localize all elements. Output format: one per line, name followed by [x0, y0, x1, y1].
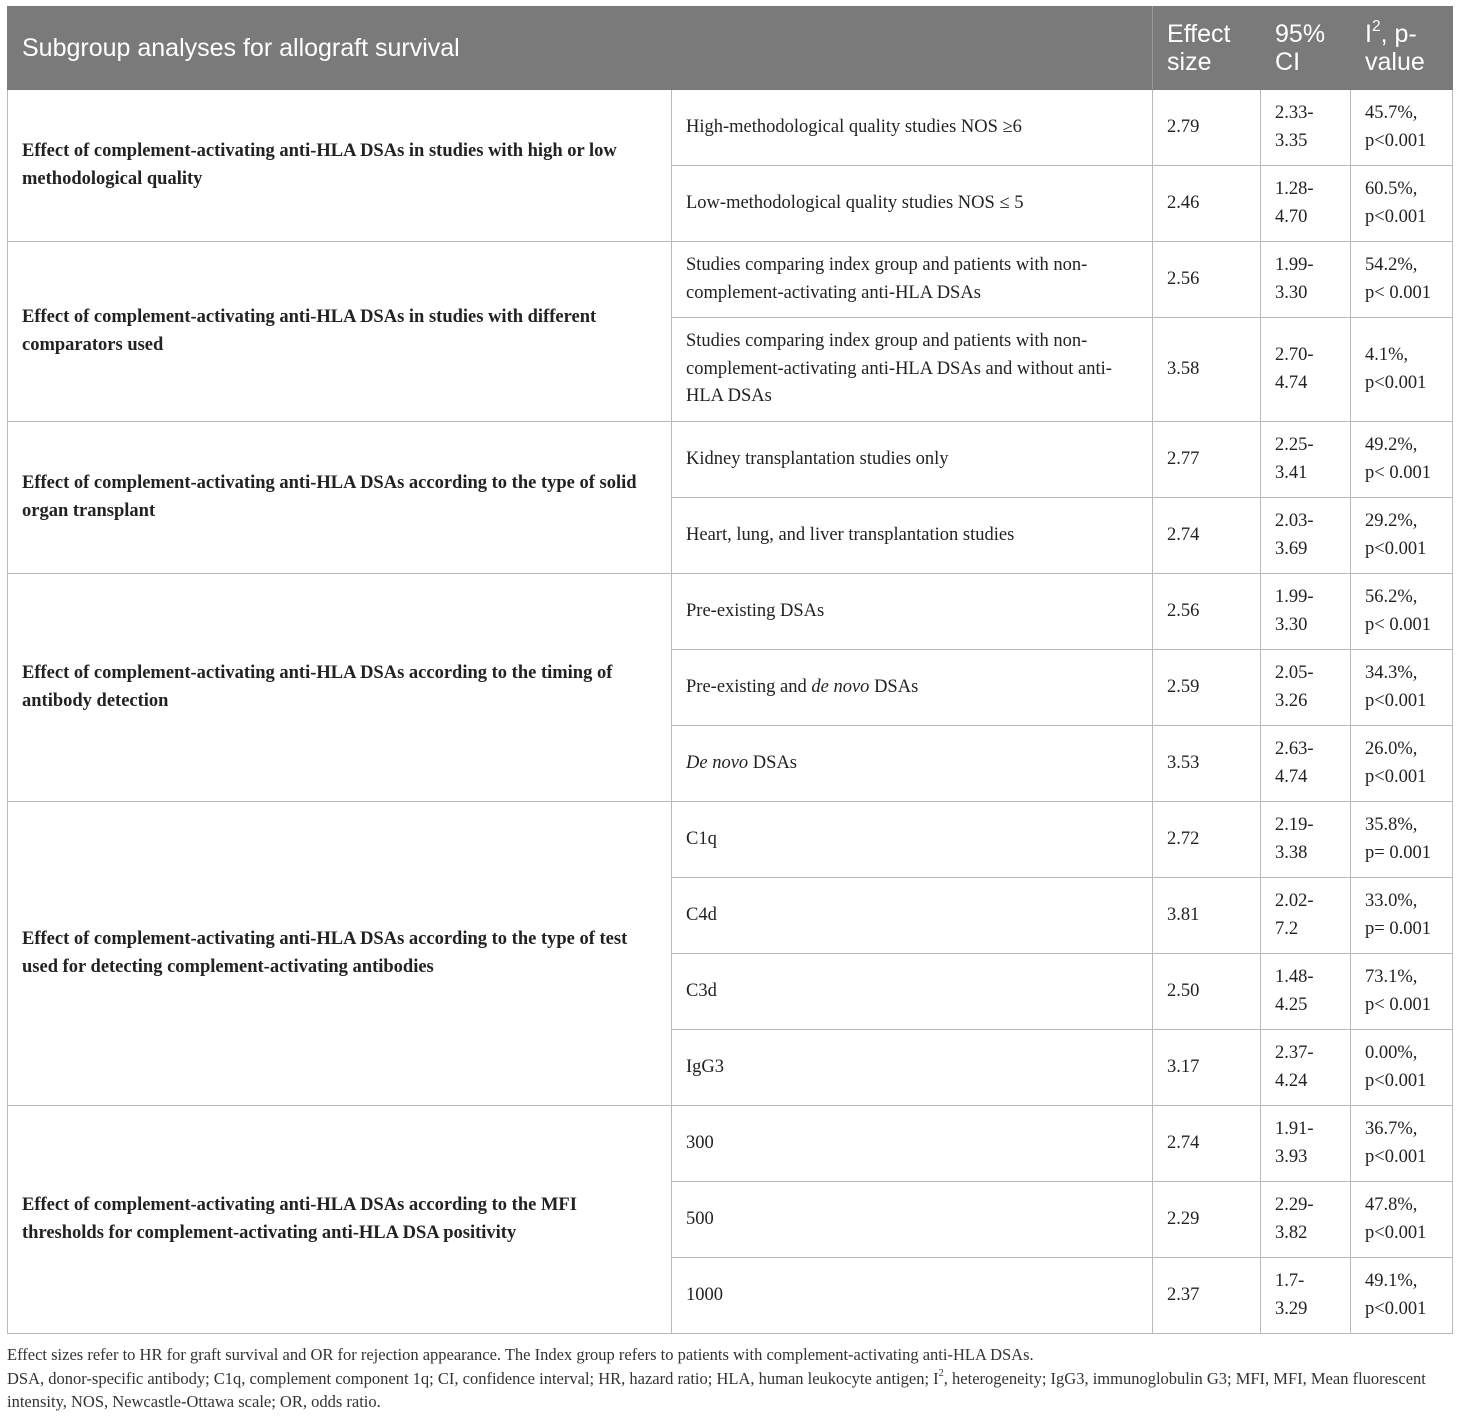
- effect-size-cell: 3.53: [1153, 726, 1261, 802]
- effect-size-cell: 2.72: [1153, 802, 1261, 878]
- group-label: Effect of complement-activating anti-HLA DSAs in studies with different comparators used: [8, 242, 672, 422]
- subgroup-cell: IgG3: [672, 1030, 1153, 1106]
- ci-cell: 2.37-4.24: [1261, 1030, 1351, 1106]
- i2-cell: 49.2%, p< 0.001: [1351, 422, 1453, 498]
- table-header-row: [8, 7, 1453, 90]
- subgroup-cell: Studies comparing index group and patients with non-complement-activating anti-HLA DSAs and without anti-HLA DSAs: [672, 318, 1153, 422]
- i2-cell: 47.8%, p<0.001: [1351, 1182, 1453, 1258]
- ci-cell: 2.29-3.82: [1261, 1182, 1351, 1258]
- subgroup-cell: Studies comparing index group and patients with non-complement-activating anti-HLA DSAs: [672, 242, 1153, 318]
- footnote-abbreviations-text: , heterogeneity; IgG3, immunoglobulin G3; MFI, MFI, Mean fluorescent intensity, NOS, Newcastle-Ottawa scale; OR, odds ratio.: [7, 1368, 1426, 1411]
- ci-cell: 1.91-3.93: [1261, 1106, 1351, 1182]
- table-row: [8, 1106, 1453, 1182]
- table-row: [8, 90, 1453, 166]
- subgroup-cell: C4d: [672, 878, 1153, 954]
- header-i2-sup: 2: [1371, 18, 1381, 36]
- i2-cell: 54.2%, p< 0.001: [1351, 242, 1453, 318]
- footnote-effect-sizes: Effect sizes refer to HR for graft survival and OR for rejection appearance. The Index group refers to patients with complement-activating anti-HLA DSAs.: [7, 1345, 1034, 1364]
- table-row: [8, 802, 1453, 878]
- i2-cell: 35.8%, p= 0.001: [1351, 802, 1453, 878]
- i2-cell: 60.5%, p<0.001: [1351, 166, 1453, 242]
- effect-size-cell: 3.17: [1153, 1030, 1261, 1106]
- i2-cell: 4.1%, p<0.001: [1351, 318, 1453, 422]
- i2-cell: 34.3%, p<0.001: [1351, 650, 1453, 726]
- subgroup-cell: High-methodological quality studies NOS ≥6: [672, 90, 1153, 166]
- group-label: Effect of complement-activating anti-HLA DSAs according to the type of test used for detecting complement-activating antibodies: [8, 802, 672, 1106]
- i2-cell: 49.1%, p<0.001: [1351, 1258, 1453, 1334]
- effect-size-cell: 2.37: [1153, 1258, 1261, 1334]
- i2-cell: 56.2%, p< 0.001: [1351, 574, 1453, 650]
- effect-size-cell: 2.56: [1153, 242, 1261, 318]
- table-title: Subgroup analyses for allograft survival: [8, 7, 1153, 90]
- effect-size-cell: 3.58: [1153, 318, 1261, 422]
- table-row: [8, 242, 1453, 318]
- subgroup-cell: C1q: [672, 802, 1153, 878]
- table-footnotes: [7, 1343, 1452, 1414]
- ci-cell: 2.33-3.35: [1261, 90, 1351, 166]
- subgroup-cell: 500: [672, 1182, 1153, 1258]
- subgroup-text: DSAs: [869, 676, 919, 697]
- i2-cell: 29.2%, p<0.001: [1351, 498, 1453, 574]
- ci-cell: 1.99-3.30: [1261, 242, 1351, 318]
- table-row: [8, 574, 1453, 650]
- effect-size-cell: 2.29: [1153, 1182, 1261, 1258]
- i2-cell: 45.7%, p<0.001: [1351, 90, 1453, 166]
- effect-size-cell: 2.79: [1153, 90, 1261, 166]
- group-label: Effect of complement-activating anti-HLA DSAs according to the timing of antibody detection: [8, 574, 672, 802]
- subgroup-italic-text: De novo: [686, 752, 749, 773]
- subgroup-text: DSAs: [748, 752, 798, 773]
- i2-cell: 0.00%, p<0.001: [1351, 1030, 1453, 1106]
- ci-cell: 2.63-4.74: [1261, 726, 1351, 802]
- ci-cell: 2.03-3.69: [1261, 498, 1351, 574]
- ci-cell: 1.48-4.25: [1261, 954, 1351, 1030]
- footnote-superscript: 2: [938, 1367, 944, 1379]
- i2-cell: 33.0%, p= 0.001: [1351, 878, 1453, 954]
- ci-cell: 2.19-3.38: [1261, 802, 1351, 878]
- effect-size-cell: 3.81: [1153, 878, 1261, 954]
- ci-cell: 2.70-4.74: [1261, 318, 1351, 422]
- ci-cell: 1.28-4.70: [1261, 166, 1351, 242]
- group-label: Effect of complement-activating anti-HLA DSAs according to the type of solid organ transplant: [8, 422, 672, 574]
- table-row: [8, 422, 1453, 498]
- ci-cell: 2.25-3.41: [1261, 422, 1351, 498]
- group-label: Effect of complement-activating anti-HLA DSAs in studies with high or low methodological quality: [8, 90, 672, 242]
- group-label: Effect of complement-activating anti-HLA DSAs according to the MFI thresholds for complement-activating anti-HLA DSA positivity: [8, 1106, 672, 1334]
- footnote-abbreviations: [7, 1367, 1452, 1414]
- subgroup-cell: Pre-existing DSAs: [672, 574, 1153, 650]
- i2-cell: 73.1%, p< 0.001: [1351, 954, 1453, 1030]
- effect-size-cell: 2.77: [1153, 422, 1261, 498]
- subgroup-cell: C3d: [672, 954, 1153, 1030]
- header-i2: [1351, 7, 1453, 90]
- effect-size-cell: 2.59: [1153, 650, 1261, 726]
- header-ci: 95% CI: [1261, 7, 1351, 90]
- subgroup-cell: [672, 650, 1153, 726]
- subgroup-cell: 300: [672, 1106, 1153, 1182]
- subgroup-cell: Heart, lung, and liver transplantation studies: [672, 498, 1153, 574]
- subgroup-cell: Kidney transplantation studies only: [672, 422, 1153, 498]
- ci-cell: 2.05-3.26: [1261, 650, 1351, 726]
- subgroup-text: Pre-existing and: [686, 676, 812, 697]
- ci-cell: 1.99-3.30: [1261, 574, 1351, 650]
- subgroup-italic-text: de novo: [811, 676, 870, 697]
- ci-cell: 1.7-3.29: [1261, 1258, 1351, 1334]
- i2-cell: 36.7%, p<0.001: [1351, 1106, 1453, 1182]
- footnote-abbreviations-text: DSA, donor-specific antibody; C1q, complement component 1q; CI, confidence interval; HR, hazard ratio; HLA, human leukocyte antigen; I: [7, 1368, 939, 1388]
- header-effect-size: Effect size: [1153, 7, 1261, 90]
- header-i2-suffix: , p-value: [1365, 20, 1425, 76]
- effect-size-cell: 2.74: [1153, 498, 1261, 574]
- effect-size-cell: 2.56: [1153, 574, 1261, 650]
- effect-size-cell: 2.74: [1153, 1106, 1261, 1182]
- effect-size-cell: 2.46: [1153, 166, 1261, 242]
- subgroup-cell: Low-methodological quality studies NOS ≤ 5: [672, 166, 1153, 242]
- header-i2-prefix: I: [1365, 20, 1372, 48]
- subgroup-cell: [672, 726, 1153, 802]
- effect-size-cell: 2.50: [1153, 954, 1261, 1030]
- subgroup-cell: 1000: [672, 1258, 1153, 1334]
- i2-cell: 26.0%, p<0.001: [1351, 726, 1453, 802]
- subgroup-table: [7, 6, 1453, 1334]
- ci-cell: 2.02-7.2: [1261, 878, 1351, 954]
